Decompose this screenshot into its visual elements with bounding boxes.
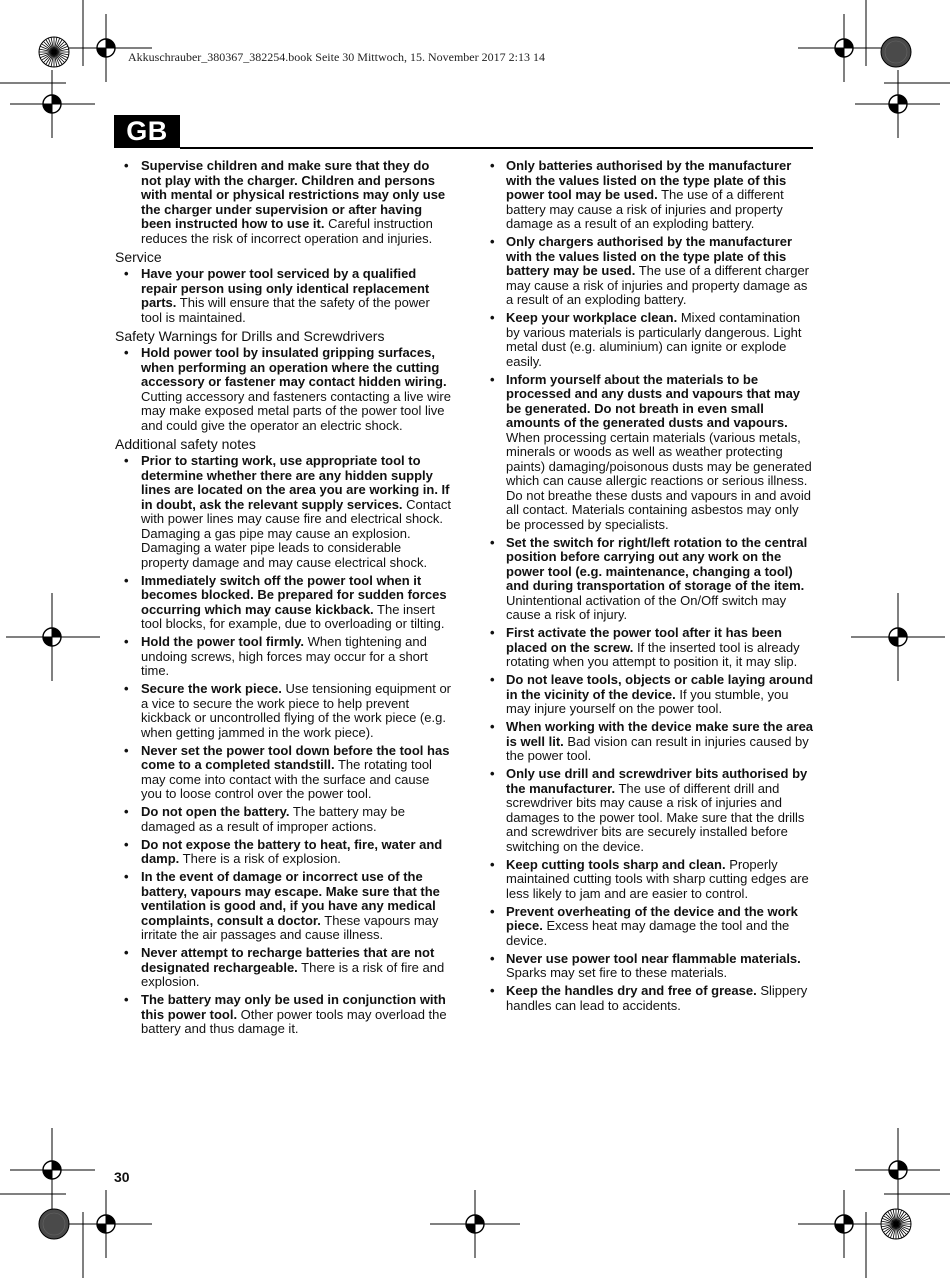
item-bold-text: Hold power tool by insulated gripping surfaces, when performing an operation where the cutting accessory or fastener may contact hidden wiring.	[141, 345, 447, 389]
item-bold-text: In the event of damage or incorrect use of the battery, vapours may escape. Make sure that the ventilation is good and, if you have any medical complaints, consult a doctor.	[141, 869, 440, 928]
item-bold-text: Inform yourself about the materials to be processed and any dusts and vapours that may be generated. Do not breath in even small amounts of the generated dusts and vapours.	[506, 371, 801, 430]
list-item	[489, 626, 814, 670]
bullet-glyph: •	[490, 719, 495, 734]
bullet-glyph: •	[124, 634, 129, 649]
list-item	[114, 454, 451, 570]
item-body-text: The use of a different battery may cause a risk of injuries and property damage as a result of an exploding battery.	[506, 187, 784, 231]
item-body-text: Slippery handles can lead to accidents.	[506, 983, 808, 1013]
text-block	[114, 250, 451, 326]
item-body-text: Cutting accessory and fasteners contacting a live wire may make exposed metal parts of the power tool live and could give the operator an electric shock.	[141, 388, 451, 433]
list-item	[489, 536, 814, 623]
bullet-glyph: •	[124, 945, 129, 960]
bullet-glyph: •	[490, 371, 495, 387]
bullet-glyph: •	[490, 983, 495, 998]
item-body-text: Unintentional activation of the On/Off switch may cause a risk of injury.	[506, 592, 787, 622]
item-bold-text: Only use drill and screwdriver bits authorised by the manufacturer.	[506, 766, 808, 796]
bullet-glyph: •	[124, 742, 129, 758]
bullet-glyph: •	[490, 856, 495, 872]
item-body-text: If the inserted tool is already rotating when you attempt to position it, it may slip.	[506, 639, 800, 669]
item-body-text: Contact with power lines may cause fire and electrical shock. Damaging a gas pipe may cause an explosion. Damaging a water pipe leads to considerable property damage and may cause electrical shock.	[141, 496, 451, 570]
item-body-text: Mixed contamination by various materials is particularly dangerous. Light metal dust (e.g. aluminium) can ignite or explode easily.	[506, 310, 802, 369]
list-item	[489, 720, 814, 764]
bullet-glyph: •	[490, 672, 495, 687]
list-item	[114, 838, 451, 867]
bullet-glyph: •	[490, 950, 495, 966]
list-item	[489, 984, 814, 1013]
list-item	[114, 682, 451, 740]
list-item	[489, 858, 814, 902]
item-body-text: Sparks may set fire to these materials.	[506, 965, 728, 980]
list-item	[489, 311, 814, 369]
bullet-glyph: •	[124, 992, 129, 1007]
list-item	[114, 159, 451, 246]
item-body-text: Use tensioning equipment or a vice to secure the work piece to help prevent kickback or uncontrolled flying of the work piece (e.g. when getting jammed in the work piece).	[141, 681, 452, 740]
item-bold-text: Do not leave tools, objects or cable laying around in the vicinity of the device.	[506, 672, 814, 702]
list-item	[489, 373, 814, 533]
bullet-glyph: •	[124, 158, 129, 173]
item-body-text: These vapours may irritate the air passages and cause illness.	[141, 912, 439, 942]
item-bold-text: Supervise children and make sure that they do not play with the charger. Children and persons with mental or physical restrictions may only use the charger under supervision or after having been instructed how to use it.	[141, 158, 446, 231]
list-item	[114, 993, 451, 1037]
list-item	[489, 952, 814, 981]
print-slug: Akkuschrauber_380367_382254.book Seite 30 Mittwoch, 15. November 2017 2:13 14	[128, 50, 545, 64]
bullet-glyph: •	[124, 836, 129, 852]
bullet-glyph: •	[124, 681, 129, 696]
list-item	[114, 267, 451, 325]
item-bold-text: Prevent overheating of the device and the work piece.	[506, 903, 798, 933]
item-bold-text: Have your power tool serviced by a qualified repair person using only identical replacement parts.	[141, 266, 430, 310]
item-body-text: This will ensure that the safety of the power tool is maintained.	[141, 295, 430, 325]
bullet-glyph: •	[124, 869, 129, 884]
item-body-text: Properly maintained cutting tools with sharp cutting edges are less likely to jam and are easier to control.	[506, 856, 809, 901]
text-block	[489, 159, 814, 1013]
bullet-glyph: •	[490, 158, 495, 173]
bullet-glyph: •	[124, 804, 129, 819]
item-bold-text: Keep the handles dry and free of grease.	[506, 983, 757, 998]
bullet-glyph: •	[124, 345, 129, 360]
item-bold-text: Only batteries authorised by the manufacturer with the values listed on the type plate of this power tool may be used.	[506, 158, 792, 202]
bullet-glyph: •	[490, 534, 495, 550]
list-item	[489, 673, 814, 717]
item-bold-text: First activate the power tool after it has been placed on the screw.	[506, 625, 782, 655]
item-body-text: There is a risk of fire and explosion.	[141, 959, 445, 989]
item-body-text: Bad vision can result in injuries caused by the power tool.	[506, 733, 809, 763]
bullet-glyph: •	[124, 572, 129, 588]
bullet-glyph: •	[490, 903, 495, 919]
item-body-text: When tightening and undoing screws, high forces may occur for a short time.	[141, 634, 428, 678]
item-bold-text: Secure the work piece.	[141, 681, 282, 696]
list-item	[489, 767, 814, 854]
item-bold-text: Set the switch for right/left rotation to the central position before carrying out any work on the power tool (e.g. maintenance, changing a tool) and during transportation of storage of the item.	[506, 534, 808, 593]
bullet-glyph: •	[490, 625, 495, 640]
bullet-glyph: •	[124, 453, 129, 468]
item-body-text: When processing certain materials (various metals, minerals or woods as well as weather protecting paints) damaging/poisonous dusts may be generated which can cause allergic reactions or serious illness. Do not breathe these dusts and vapours in and avoid all contact. Materials containing asbestos may only be processed by specialists.	[506, 429, 812, 532]
bullet-glyph: •	[490, 310, 495, 325]
text-block	[114, 159, 451, 246]
item-body-text: If you stumble, you may injure yourself on the power tool.	[506, 686, 789, 716]
list-item	[114, 574, 451, 632]
item-body-text: The rotating tool may come into contact with the surface and cause you to loose control over the power tool.	[141, 757, 432, 801]
item-body-text: The insert tool blocks, for example, due to overloading or tilting.	[141, 601, 445, 631]
bullet-glyph: •	[490, 234, 495, 249]
language-tag: GB	[114, 115, 180, 148]
item-bold-text: Never attempt to recharge batteries that are not designated rechargeable.	[141, 945, 435, 975]
item-body-text: Other power tools may overload the battery and thus damage it.	[141, 1006, 447, 1036]
item-body-text: Excess heat may damage the tool and the device.	[506, 918, 790, 948]
item-body-text: Careful instruction reduces the risk of incorrect operation and injuries.	[141, 216, 433, 246]
right-column	[489, 159, 814, 1017]
item-bold-text: Never use power tool near flammable materials.	[506, 950, 801, 966]
item-bold-text: When working with the device make sure the area is well lit.	[506, 719, 814, 749]
section-heading: Additional safety notes	[115, 435, 256, 452]
page-number: 30	[114, 1169, 130, 1185]
bullet-glyph: •	[124, 266, 129, 281]
item-bold-text: Do not expose the battery to heat, fire, water and damp.	[141, 836, 443, 866]
item-bold-text: Prior to starting work, use appropriate tool to determine whether there are any hidden supply lines are located on the area you are working in. If in doubt, ask the relevant supply services.	[141, 453, 450, 512]
item-bold-text: Do not open the battery.	[141, 804, 290, 819]
item-bold-text: Only chargers authorised by the manufacturer with the values listed on the type plate of this battery may be used.	[506, 234, 793, 278]
list-item	[114, 870, 451, 943]
bullet-glyph: •	[490, 766, 495, 781]
list-item	[489, 235, 814, 308]
item-bold-text: Keep your workplace clean.	[506, 310, 678, 325]
item-body-text: The use of different drill and screwdriver bits may cause a risk of injuries and damages to the power tool. Make sure that the drills and screwdriver bits are securely installed before switching on the device.	[506, 780, 805, 854]
list-item	[114, 744, 451, 802]
left-column	[114, 159, 451, 1040]
item-bold-text: Never set the power tool down before the tool has come to a completed standstill.	[141, 742, 450, 772]
list-item	[489, 159, 814, 232]
list-item	[114, 346, 451, 433]
item-bold-text: Hold the power tool firmly.	[141, 634, 304, 649]
list-item	[114, 635, 451, 679]
item-bold-text: Immediately switch off the power tool when it becomes blocked. Be prepared for sudden forces occurring which may cause kickback.	[141, 572, 447, 617]
list-item	[114, 805, 451, 834]
item-body-text: The battery may be damaged as a result of improper actions.	[141, 804, 405, 834]
item-body-text: The use of a different charger may cause a risk of injuries and property damage as a result of an exploding battery.	[506, 263, 810, 307]
item-bold-text: The battery may only be used in conjunction with this power tool.	[141, 992, 446, 1022]
text-block	[114, 329, 451, 434]
header-rule	[180, 147, 813, 149]
section-heading: Safety Warnings for Drills and Screwdrivers	[115, 327, 385, 344]
list-item	[114, 946, 451, 990]
list-item	[489, 905, 814, 949]
item-bold-text: Keep cutting tools sharp and clean.	[506, 856, 726, 872]
section-heading: Service	[115, 248, 162, 265]
item-body-text: There is a risk of explosion.	[179, 851, 341, 866]
text-block	[114, 437, 451, 1037]
